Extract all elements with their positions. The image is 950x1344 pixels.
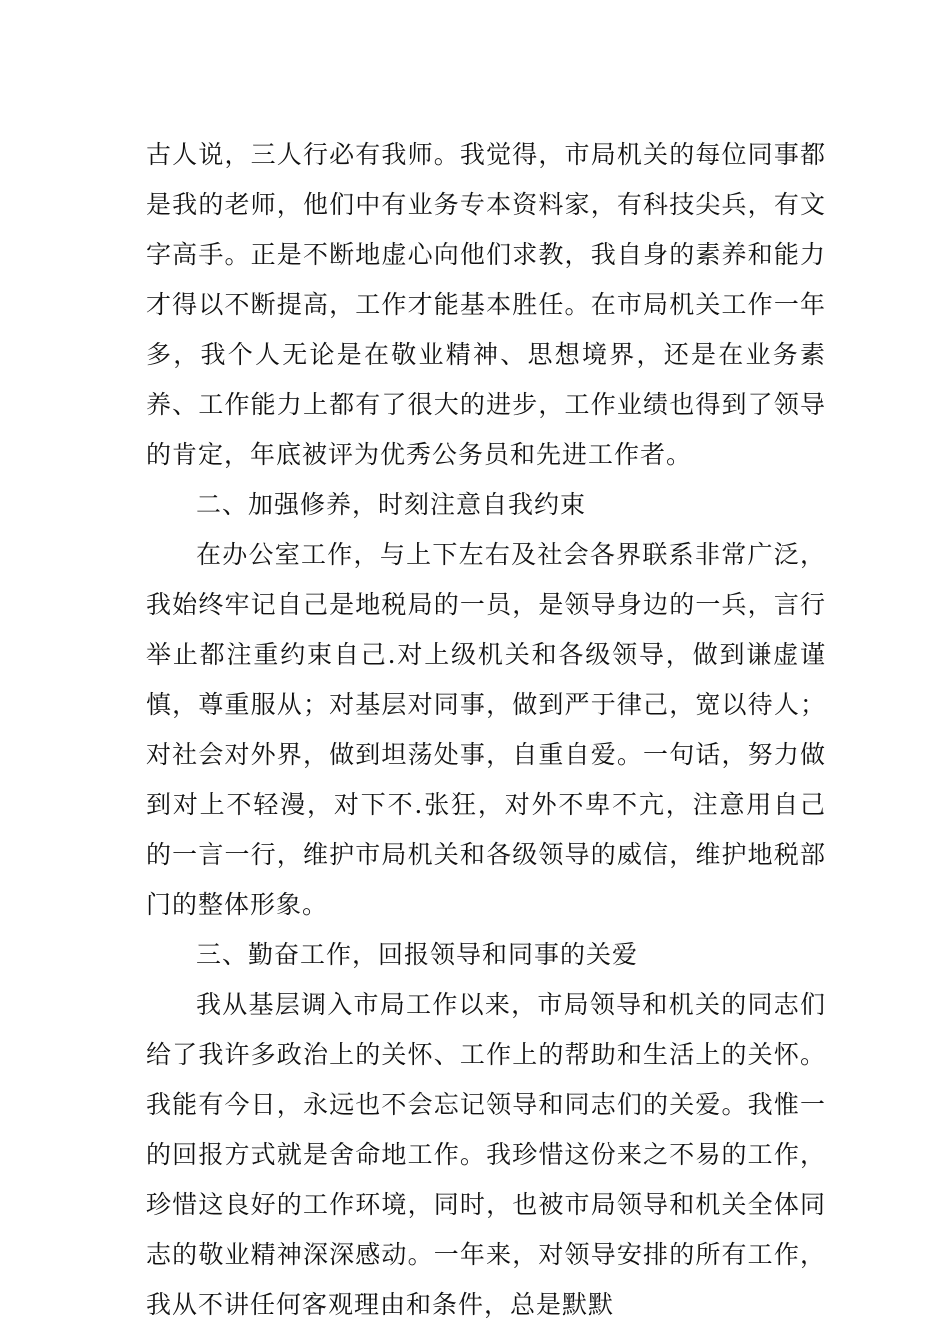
paragraph-repaying-care: 我从基层调入市局工作以来，市局领导和机关的同志们给了我许多政治上的关怀、工作上的帮助和生活上的关怀。我能有今日，永远也不会忘记领导和同志们的关爱。我惟一的回报方式就是舍命地工作。我珍惜这份来之不易的工作，珍惜这良好的工作环境，同时，也被市局领导和机关全体同志的敬业精神深深感动。一年来，对领导安排的所有工作，我从不讲任何客观理由和条件，总是默默 — [146, 990, 826, 1319]
paragraph-office-conduct: 在办公室工作，与上下左右及社会各界联系非常广泛，我始终牢记自己是地税局的一员，是领导身边的一兵，言行举止都注重约束自己.对上级机关和各级领导，做到谦虚谨慎，尊重服从；对基层对同事，做到严于律己，宽以待人；对社会对外界，做到坦荡处事，自重自爱。一句话，努力做到对上不轻漫，对下不.张狂，对外不卑不亢，注意用自己的一言一行，维护市局机关和各级领导的威信，维护地税部门的整体形象。 — [146, 540, 826, 919]
section-heading-diligent-work: 三、勤奋工作，回报领导和同事的关爱 — [196, 940, 639, 969]
section-heading-self-discipline: 二、加强修养，时刻注意自我约束 — [196, 490, 587, 519]
document-body — [146, 130, 826, 1330]
paragraph-colleagues-as-teachers: 古人说，三人行必有我师。我觉得，市局机关的每位同事都是我的老师，他们中有业务专本资料家，有科技尖兵，有文字高手。正是不断地虚心向他们求教，我自身的素养和能力才得以不断提高，工作才能基本胜任。在市局机关工作一年多，我个人无论是在敬业精神、思想境界，还是在业务素养、工作能力上都有了很大的进步，工作业绩也得到了领导的肯定，年底被评为优秀公务员和先进工作者。 — [146, 140, 826, 469]
